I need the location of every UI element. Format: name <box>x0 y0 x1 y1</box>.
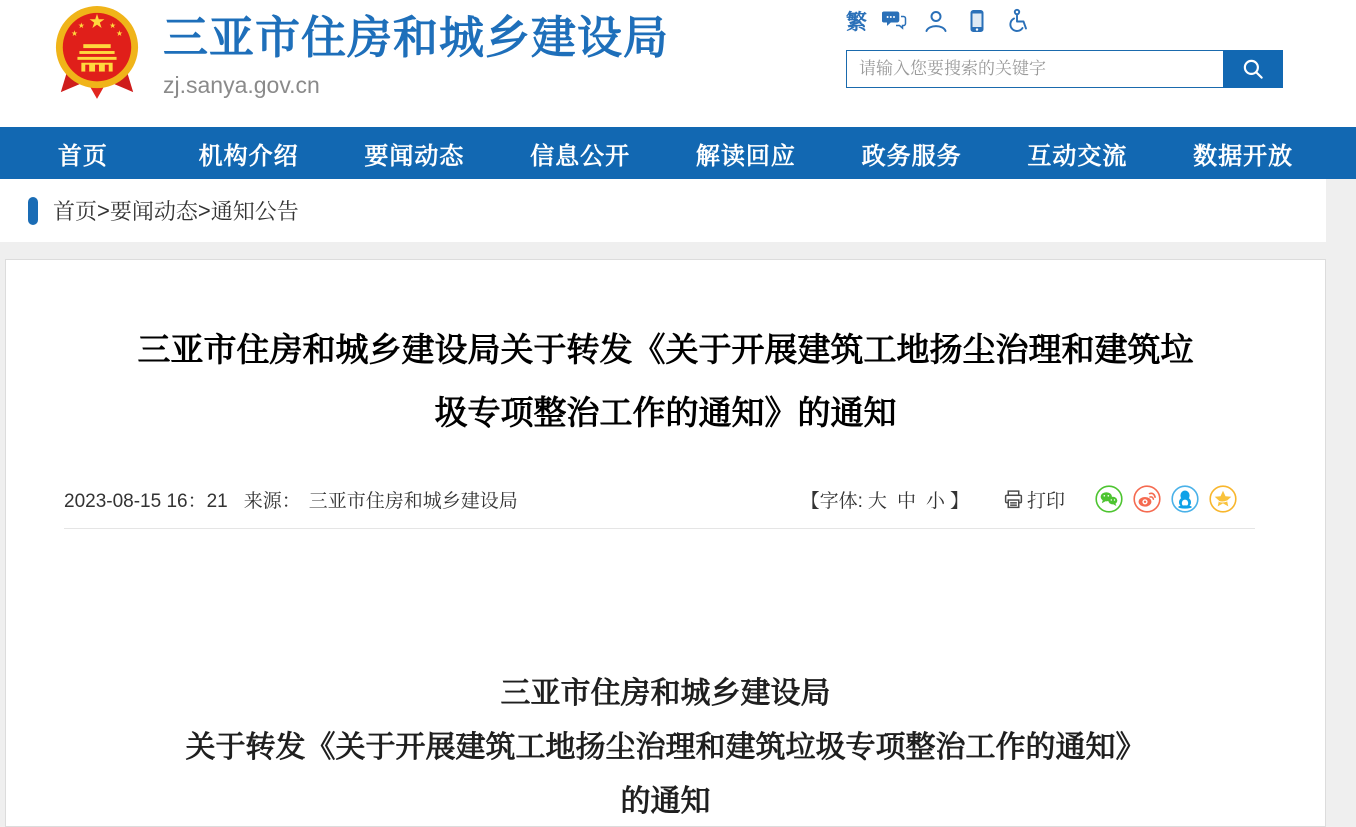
source-label: 来源： <box>243 490 301 512</box>
breadcrumb-marker <box>28 197 38 225</box>
main-nav-inner <box>0 127 1326 179</box>
publish-date: 2023-08-15 16：21 <box>64 490 228 512</box>
national-emblem-icon <box>53 2 141 102</box>
font-size-medium-button[interactable]: 中 <box>896 490 916 512</box>
font-size-prefix: 【字体: <box>800 490 863 512</box>
nav-item-interaction[interactable]: 互动交流 <box>1027 142 1128 170</box>
main-nav <box>0 127 1356 179</box>
nav-item-open-data[interactable]: 数据开放 <box>1193 142 1294 170</box>
share-buttons <box>1095 485 1237 513</box>
site-url: zj.sanya.gov.cn <box>163 72 320 99</box>
qzone-star-share-icon[interactable] <box>1209 485 1237 513</box>
nav-item-org[interactable]: 机构介绍 <box>198 142 299 170</box>
print-button[interactable] <box>1003 486 1065 513</box>
breadcrumb-notices[interactable]: 通知公告 <box>210 199 299 224</box>
search-bar <box>846 50 1283 88</box>
traditional-chinese-toggle[interactable]: 繁 <box>846 11 867 34</box>
nav-item-home[interactable]: 首页 <box>57 142 108 170</box>
site-header <box>0 0 1356 127</box>
meta-divider <box>64 528 1255 529</box>
site-logo-link[interactable] <box>53 2 669 102</box>
breadcrumb-news[interactable]: 要闻动态 <box>109 199 198 224</box>
accessibility-icon[interactable] <box>1005 8 1031 34</box>
site-title: 三亚市住房和城乡建设局 <box>163 12 670 63</box>
brand-text <box>163 2 669 99</box>
comment-icon[interactable] <box>882 8 908 34</box>
search-input[interactable] <box>846 50 1223 88</box>
mobile-icon[interactable] <box>964 8 990 34</box>
body-line1: 三亚市住房和城乡建设局 <box>500 677 831 710</box>
weibo-share-icon[interactable] <box>1133 485 1161 513</box>
body-line3: 的通知 <box>620 785 711 818</box>
nav-item-interpretation[interactable]: 解读回应 <box>695 142 796 170</box>
font-size-large-button[interactable]: 大 <box>867 490 887 512</box>
search-icon <box>1240 56 1266 82</box>
source-value: 三亚市住房和城乡建设局 <box>308 490 518 512</box>
printer-icon <box>1003 489 1024 510</box>
font-size-control <box>801 486 969 513</box>
user-icon[interactable] <box>923 8 949 34</box>
article-title-line1: 三亚市住房和城乡建设局关于转发《关于开展建筑工地扬尘治理和建筑垃 <box>137 331 1194 368</box>
body-line2: 关于转发《关于开展建筑工地扬尘治理和建筑垃圾专项整治工作的通知》 <box>185 731 1146 764</box>
quick-links <box>846 7 1031 35</box>
article-toolbar <box>801 485 1237 513</box>
print-label: 打印 <box>1026 490 1065 512</box>
font-size-small-button[interactable]: 小 <box>925 490 945 512</box>
article-title-line2: 圾专项整治工作的通知》的通知 <box>434 394 897 431</box>
nav-item-info-disclosure[interactable]: 信息公开 <box>530 142 631 170</box>
article-body <box>6 667 1325 827</box>
font-size-suffix: 】 <box>949 490 969 512</box>
wechat-share-icon[interactable] <box>1095 485 1123 513</box>
article-meta <box>64 486 518 513</box>
article-title <box>6 318 1325 444</box>
breadcrumb-home[interactable]: 首页 <box>53 199 98 224</box>
breadcrumb-separator: > <box>97 197 110 223</box>
breadcrumb-separator: > <box>197 197 211 223</box>
article-meta-row <box>6 484 1325 514</box>
nav-item-news[interactable]: 要闻动态 <box>364 142 465 170</box>
article-card <box>5 259 1326 827</box>
search-button[interactable] <box>1223 50 1283 88</box>
qq-share-icon[interactable] <box>1171 485 1199 513</box>
breadcrumb <box>0 179 1326 242</box>
nav-item-services[interactable]: 政务服务 <box>861 142 962 170</box>
